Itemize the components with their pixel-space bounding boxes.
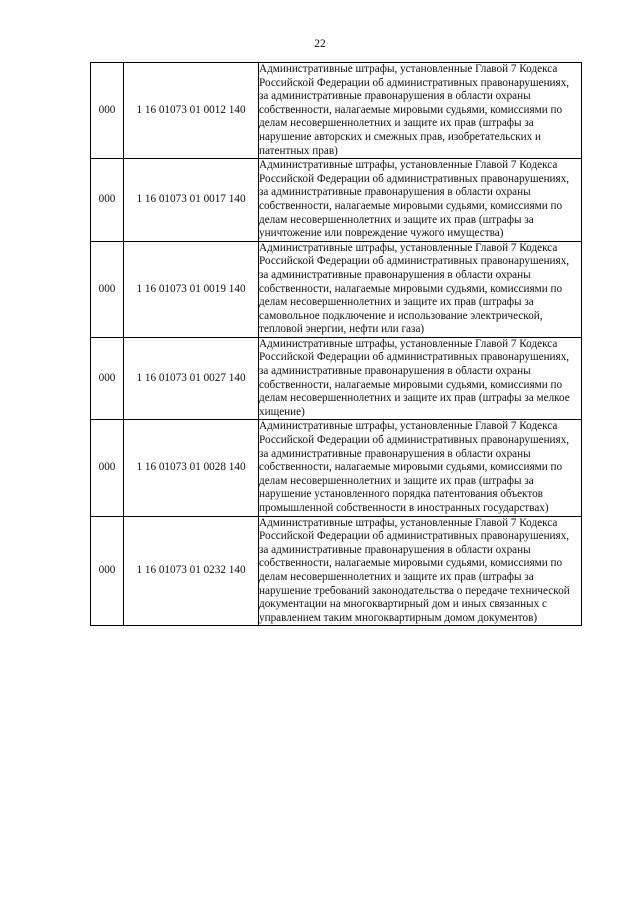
income-name-cell: Административные штрафы, установленные Главой 7 Кодекса Российской Федерации об административных правонарушениях, за административные правонарушения в области охраны собственности, налагаемые мировыми судьями, комиссиями по делам несовершеннолетних и защите их прав (штрафы за нарушение установленного порядка патентования объектов промышленной собственности в иностранных государствах) (259, 420, 582, 516)
table-row (91, 337, 582, 420)
budget-code-cell: 1 16 01073 01 0012 140 (124, 63, 259, 159)
budget-code-cell: 1 16 01073 01 0232 140 (124, 516, 259, 626)
admin-code-cell: 000 (91, 63, 124, 159)
budget-code-cell: 1 16 01073 01 0019 140 (124, 241, 259, 337)
table-row (91, 241, 582, 337)
admin-code-cell: 000 (91, 516, 124, 626)
admin-code-cell: 000 (91, 159, 124, 242)
admin-code-cell: 000 (91, 337, 124, 420)
table-row (91, 63, 582, 159)
budget-code-cell: 1 16 01073 01 0017 140 (124, 159, 259, 242)
income-name-cell: Административные штрафы, установленные Главой 7 Кодекса Российской Федерации об административных правонарушениях, за административные правонарушения в области охраны собственности, налагаемые мировыми судьями, комиссиями по делам несовершеннолетних и защите их прав (штрафы за мелкое хищение) (259, 337, 582, 420)
income-name-cell: Административные штрафы, установленные Главой 7 Кодекса Российской Федерации об административных правонарушениях, за административные правонарушения в области охраны собственности, налагаемые мировыми судьями, комиссиями по делам несовершеннолетних и защите их прав (штрафы за самовольное подключение и использование электрической, тепловой энергии, нефти или газа) (259, 241, 582, 337)
income-name-cell: Административные штрафы, установленные Главой 7 Кодекса Российской Федерации об административных правонарушениях, за административные правонарушения в области охраны собственности, налагаемые мировыми судьями, комиссиями по делам несовершеннолетних и защите их прав (штрафы за уничтожение или повреждение чужого имущества) (259, 159, 582, 242)
table-row (91, 159, 582, 242)
budget-code-cell: 1 16 01073 01 0028 140 (124, 420, 259, 516)
income-name-cell: Административные штрафы, установленные Главой 7 Кодекса Российской Федерации об административных правонарушениях, за административные правонарушения в области охраны собственности, налагаемые мировыми судьями, комиссиями по делам несовершеннолетних и защите их прав (штрафы за нарушение требований законодательства о передаче технической документации на многоквартирный дом и иных связанных с управлением таким многоквартирным домом документов) (259, 516, 582, 626)
page-number: 22 (314, 38, 326, 50)
table-row (91, 516, 582, 626)
income-name-cell: Административные штрафы, установленные Главой 7 Кодекса Российской Федерации об административных правонарушениях, за административные правонарушения в области охраны собственности, налагаемые мировыми судьями, комиссиями по делам несовершеннолетних и защите их прав (штрафы за нарушение авторских и смежных прав, изобретательских и патентных прав) (259, 63, 582, 159)
table-row (91, 420, 582, 516)
budget-code-cell: 1 16 01073 01 0027 140 (124, 337, 259, 420)
admin-code-cell: 000 (91, 420, 124, 516)
admin-code-cell: 000 (91, 241, 124, 337)
budget-codes-table (90, 62, 582, 626)
